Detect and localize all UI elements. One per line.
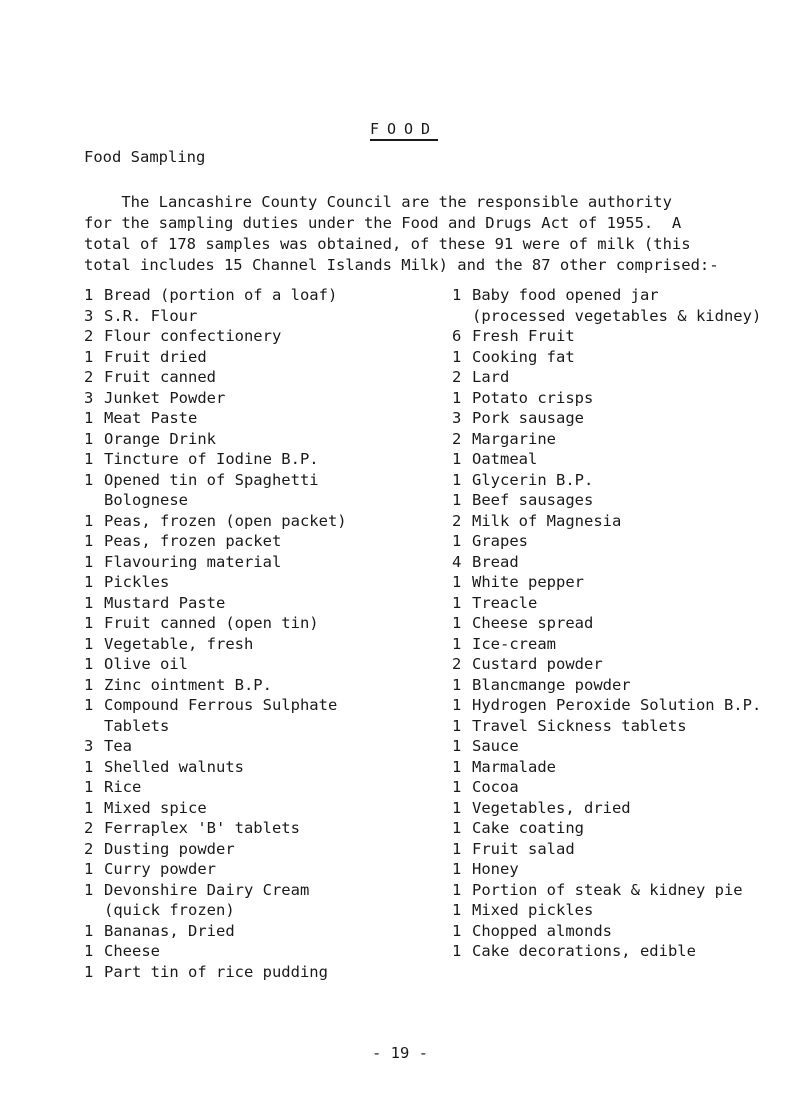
intro-line: total includes 15 Channel Islands Milk) and the 87 other comprised:- [84,256,719,274]
item-name: Curry powder [104,860,216,878]
item-quantity: 1 [84,573,94,591]
item-quantity: 1 [452,675,462,694]
list-item [84,490,424,511]
item-name: Fruit salad [472,839,575,858]
list-item [84,429,424,450]
item-quantity: 1 [452,901,462,919]
list-item [84,285,424,306]
item-name: Meat Paste [104,409,198,427]
item-quantity: 1 [84,409,94,427]
list-item [84,367,424,388]
item-name: Oatmeal [472,450,538,468]
item-name: Bread [472,552,519,571]
item-name: Fruit canned (open tin) [104,614,319,632]
item-quantity: 1 [84,942,94,960]
item-name: Lard [472,368,510,386]
item-quantity: 2 [84,819,94,837]
list-item [452,285,792,306]
item-name: Glycerin B.P. [472,470,594,489]
item-quantity: 3 [84,388,94,407]
item-name: Baby food opened jar [472,286,659,304]
intro-line: The Lancashire County Council are the responsible authority [84,193,672,211]
item-quantity: 2 [452,368,462,386]
list-item [84,593,424,614]
item-quantity [84,716,104,737]
list-item [452,777,792,798]
item-name: Junket Powder [104,388,226,407]
list-item [84,818,424,839]
item-quantity [84,490,104,511]
item-quantity: 2 [84,839,94,858]
list-item [452,449,792,470]
item-quantity: 1 [452,532,462,550]
item-quantity: 1 [452,470,462,489]
item-name: Bolognese [104,491,188,509]
list-item [452,367,792,388]
item-quantity: 2 [84,327,94,345]
item-name: Fruit canned [104,368,216,386]
item-quantity: 3 [452,409,462,427]
item-name: Fresh Fruit [472,327,575,345]
intro-paragraph [84,192,744,276]
item-quantity: 1 [84,675,94,694]
item-name: S.R. Flour [104,306,198,325]
left-sample-list [84,285,424,982]
item-quantity: 1 [452,388,462,407]
item-name: Potato crisps [472,388,594,407]
item-quantity: 1 [452,921,462,940]
item-name: Orange Drink [104,429,216,448]
item-quantity: 1 [84,655,94,673]
list-item [84,511,424,532]
item-quantity: 1 [452,737,462,755]
item-name: Custard powder [472,655,603,673]
item-quantity: 6 [452,327,462,345]
item-name: Tea [104,737,132,755]
item-name: Fruit dried [104,347,207,366]
item-quantity: 1 [452,286,462,304]
item-quantity: 2 [452,511,462,530]
item-name: Hydrogen Peroxide Solution B.P. [472,696,762,714]
item-name: White pepper [472,573,584,591]
list-item [452,798,792,819]
item-quantity: 1 [84,778,94,796]
section-heading: FOOD [0,120,800,138]
list-item [452,675,792,696]
list-item [84,716,424,737]
item-name: Cooking fat [472,347,575,366]
item-name: Peas, frozen packet [104,532,282,550]
list-item [452,839,792,860]
intro-line: for the sampling duties under the Food and Drugs Act of 1955. A [84,214,682,232]
item-quantity: 1 [84,511,94,530]
list-item [84,552,424,573]
item-quantity: 1 [452,634,462,653]
list-item [84,777,424,798]
list-item [84,962,424,983]
item-quantity: 1 [452,347,462,366]
item-name: Travel Sickness tablets [472,716,687,735]
item-quantity: 1 [84,634,94,653]
item-quantity: 1 [452,819,462,837]
item-quantity: 1 [452,757,462,776]
item-quantity: 1 [84,470,94,489]
list-item [452,921,792,942]
list-item [452,634,792,655]
list-item [84,880,424,901]
item-quantity: 1 [84,921,94,940]
item-quantity: 1 [84,286,94,304]
list-item [84,839,424,860]
list-item [452,306,792,327]
list-item [452,941,792,962]
list-item [84,470,424,491]
list-item [84,736,424,757]
item-quantity: 1 [84,593,94,612]
item-quantity: 1 [452,573,462,591]
list-item [452,880,792,901]
item-name: Blancmange powder [472,675,631,694]
item-quantity: 1 [452,798,462,817]
list-item [84,449,424,470]
list-item [452,429,792,450]
list-item [452,326,792,347]
list-item [84,306,424,327]
list-item [84,613,424,634]
item-quantity [452,306,472,327]
item-name: Olive oil [104,655,188,673]
list-item [84,531,424,552]
item-name: Opened tin of Spaghetti [104,470,319,489]
item-name: Sauce [472,737,519,755]
item-quantity: 1 [84,880,94,899]
list-item [84,695,424,716]
item-quantity: 1 [84,532,94,550]
item-quantity: 1 [84,962,94,981]
item-quantity: 2 [452,429,462,448]
item-quantity: 1 [84,696,94,714]
item-name: Milk of Magnesia [472,511,622,530]
list-item [84,634,424,655]
list-item [452,695,792,716]
list-item [452,470,792,491]
item-quantity: 1 [452,880,462,899]
list-item [84,859,424,880]
item-name: Dusting powder [104,839,235,858]
intro-line: total of 178 samples was obtained, of these 91 were of milk (this [84,235,691,253]
item-name: Beef sausages [472,491,594,509]
item-quantity: 1 [452,860,462,878]
item-quantity: 4 [452,552,462,571]
list-item [84,326,424,347]
item-quantity: 3 [84,737,94,755]
item-name: Mixed spice [104,798,207,817]
item-name: Portion of steak & kidney pie [472,880,743,899]
item-name: Pork sausage [472,409,584,427]
item-name: Marmalade [472,757,556,776]
list-item [84,798,424,819]
list-item [84,675,424,696]
item-name: Rice [104,778,142,796]
item-name: Bread (portion of a loaf) [104,286,338,304]
item-name: (quick frozen) [104,901,235,919]
item-name: Shelled walnuts [104,757,244,776]
item-name: Cheese spread [472,614,594,632]
list-item [452,757,792,778]
item-name: Peas, frozen (open packet) [104,511,347,530]
item-name: Vegetable, fresh [104,634,254,653]
item-quantity: 3 [84,306,94,325]
item-quantity: 1 [84,347,94,366]
item-quantity: 1 [452,450,462,468]
list-item [84,921,424,942]
list-item [84,572,424,593]
item-quantity: 1 [452,593,462,612]
list-item [84,900,424,921]
item-quantity: 1 [452,696,462,714]
item-name: Treacle [472,593,538,612]
item-name: Zinc ointment B.P. [104,675,272,694]
item-name: Flour confectionery [104,327,282,345]
list-item [452,572,792,593]
list-item [452,593,792,614]
list-item [84,408,424,429]
item-quantity: 2 [452,655,462,673]
item-quantity: 1 [84,798,94,817]
item-quantity: 2 [84,368,94,386]
item-quantity: 1 [84,429,94,448]
item-name: Chopped almonds [472,921,612,940]
item-name: Cake decorations, edible [472,942,696,960]
item-name: Vegetables, dried [472,798,631,817]
item-quantity: 1 [84,450,94,468]
item-name: Margarine [472,429,556,448]
item-name: Bananas, Dried [104,921,235,940]
list-item [452,859,792,880]
list-item [452,736,792,757]
item-name: Cheese [104,942,160,960]
list-item [452,552,792,573]
item-quantity: 1 [452,839,462,858]
list-item [84,941,424,962]
right-sample-list [452,285,792,962]
item-name: Compound Ferrous Sulphate [104,696,338,714]
item-name: Pickles [104,573,170,591]
list-item [452,654,792,675]
list-item [452,347,792,368]
item-name: Tablets [104,716,170,735]
item-name: (processed vegetables & kidney) [472,306,762,325]
list-item [84,388,424,409]
list-item [452,388,792,409]
list-item [84,347,424,368]
item-name: Grapes [472,532,528,550]
list-item [452,408,792,429]
item-quantity [84,900,104,921]
item-name: Mixed pickles [472,901,594,919]
item-name: Mustard Paste [104,593,226,612]
item-quantity: 1 [452,716,462,735]
item-quantity: 1 [84,614,94,632]
item-name: Tincture of Iodine B.P. [104,450,319,468]
page-number: - 19 - [372,1044,428,1062]
subheading: Food Sampling [84,148,206,166]
item-name: Cake coating [472,819,584,837]
item-quantity: 1 [452,491,462,509]
item-quantity: 1 [84,757,94,776]
item-name: Flavouring material [104,552,282,571]
list-item [452,818,792,839]
item-quantity: 1 [452,942,462,960]
item-quantity: 1 [84,552,94,571]
list-item [452,613,792,634]
item-name: Honey [472,860,519,878]
item-quantity: 1 [84,860,94,878]
list-item [452,900,792,921]
item-name: Devonshire Dairy Cream [104,880,310,899]
item-quantity: 1 [452,614,462,632]
list-item [84,654,424,675]
item-quantity: 1 [452,778,462,796]
list-item [452,531,792,552]
item-name: Ferraplex 'B' tablets [104,819,300,837]
list-item [452,490,792,511]
list-item [452,511,792,532]
item-name: Ice-cream [472,634,556,653]
item-name: Part tin of rice pudding [104,962,328,981]
item-name: Cocoa [472,778,519,796]
list-item [84,757,424,778]
list-item [452,716,792,737]
